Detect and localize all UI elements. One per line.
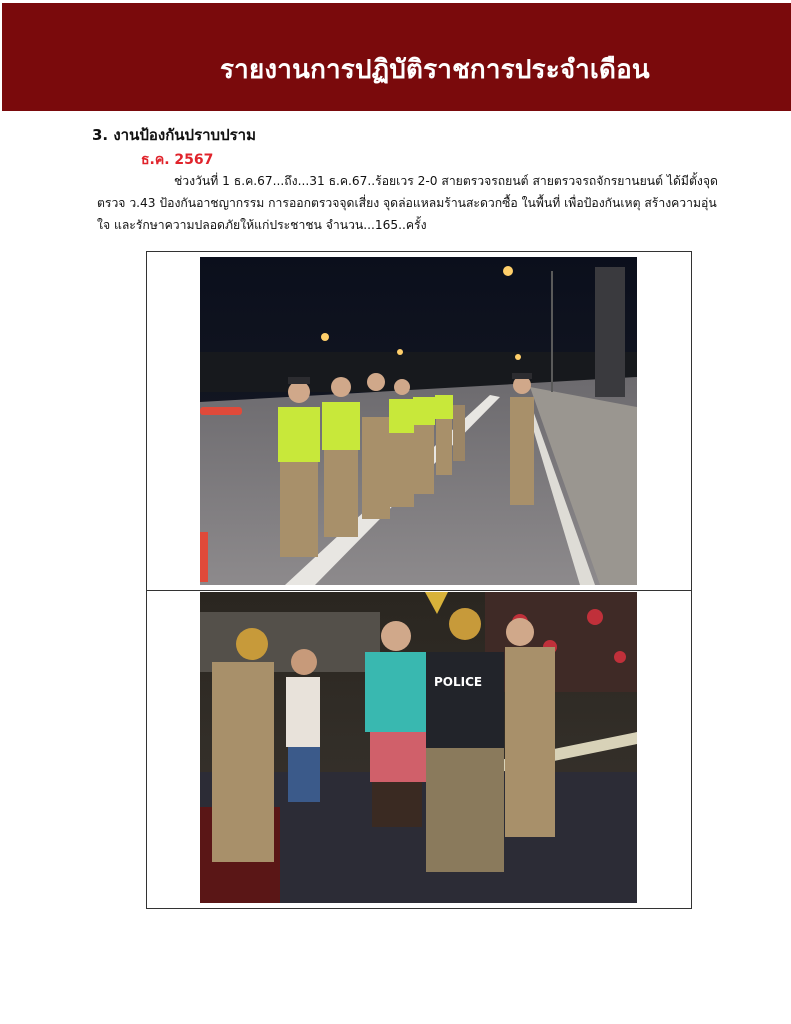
inspection-scene: [200, 592, 637, 903]
section-heading: 3. งานป้องกันปราบปราม: [92, 126, 256, 144]
page-title: รายงานการปฏิบัติราชการประจำเดือน: [220, 55, 650, 85]
building: [595, 267, 625, 397]
traffic-cone: [200, 532, 208, 582]
checkpoint-scene: [200, 257, 637, 585]
header-banner: [2, 3, 791, 111]
barrier: [200, 407, 242, 415]
photo-checkpoint-lineup: [200, 257, 637, 585]
photo-pedestrian-inspection: [200, 592, 637, 903]
officer: [453, 405, 465, 461]
report-month: ธ.ค. 2567: [141, 152, 214, 168]
street-lamp-light: [321, 333, 329, 341]
officer-right: [505, 618, 555, 837]
officer: [435, 395, 453, 475]
police-vest-text: POLICE: [434, 675, 483, 689]
street-lamp-light: [515, 354, 521, 360]
street-lamp-light: [503, 266, 513, 276]
street-lamp-light: [397, 349, 403, 355]
officer-left: [212, 628, 274, 862]
section-body-text: ช่วงวันที่ 1 ธ.ค.67...ถึง...31 ธ.ค.67..ร้อยเวร 2-0 สายตรวจรถยนต์ สายตรวจรถจักรยานยนต์ ได้มีตั้งจุดตรวจ ว.43 ป้องกันอาชญากรรม การออกตรวจจุดเสี่ยง จุดล่อแหลมร้านสะดวกซื้อ ในพื้นที่ เพื่อป้องกันเหตุ สร้างความอุ่นใจ และรักษาความปลอดภัยให้แก่ประชาชน จำนวน...165..ครั้ง: [97, 174, 718, 232]
officer: [413, 397, 435, 494]
